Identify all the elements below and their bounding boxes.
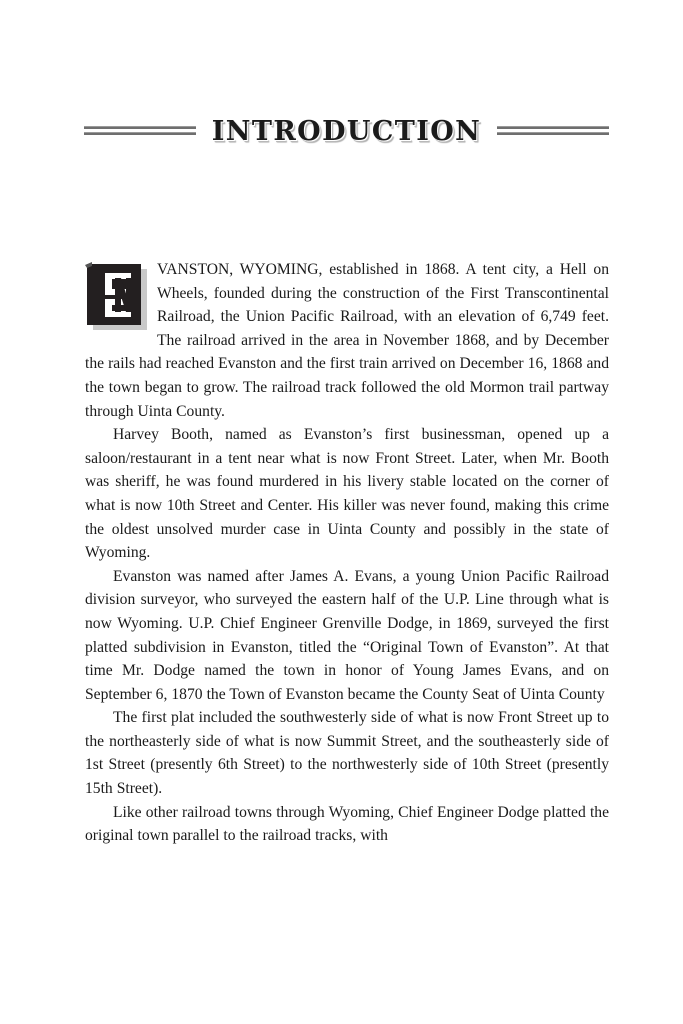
paragraph-2 [85,423,609,565]
paragraph-5 [85,801,609,848]
heading-rule-right [497,126,609,137]
heading-rule-left [84,126,196,137]
body-text-column [85,258,609,848]
chapter-heading [84,108,609,154]
paragraph-4 [85,706,609,800]
paragraph-1 [85,258,609,423]
paragraph-3-text: Evanston was named after James A. Evans, a young Union Pacific Railroad division surveyor, who surveyed the eastern half of the U.P. Line through what is now Wyoming. U.P. Chief Engineer Grenville Dodge, in 1869, surveyed the first platted subdivision in Evanston, titled the “Original Town of Evanston”. At that time Mr. Dodge named the town in honor of Young James Evans, and on September 6, 1870 the Town of Evanston became the County Seat of Uinta County [85,567,609,703]
paragraph-2-text: Harvey Booth, named as Evanston’s first businessman, opened up a saloon/restaurant in a tent near what is now Front Street. Later, when Mr. Booth was sheriff, he was found murdered in his livery stable located on the corner of what is now 10th Street and Center. His killer was never found, making this crime the oldest unsolved murder case in Uinta County and possibly in the state of Wyoming. [85,426,609,562]
paragraph-4-text: The first plat included the southwesterly side of what is now Front Street up to the northeasterly side of what is now Summit Street, and the southeasterly side of 1st Street (presently 6th Street) to the northwesterly side of 10th Street (presently 15th Street). [85,709,609,798]
drop-cap-e-icon [85,262,151,333]
paragraph-3 [85,565,609,707]
paragraph-1-text: VANSTON, WYOMING, established in 1868. A tent city, a Hell on Wheels, founded during the construction of the First Transcontinental Railroad, the Union Pacific Railroad, with an elevation of 6,749 feet. The railroad arrived in the area in November 1868, and by December the rails had reached Evanston and the first train arrived on December 16, 1868 and the town began to grow. The railroad track followed the old Mormon trail partway through Uinta County. [85,261,609,420]
page-title: INTRODUCTION [211,115,482,147]
paragraph-5-text: Like other railroad towns through Wyoming, Chief Engineer Dodge platted the original town parallel to the railroad tracks, with [85,803,609,845]
